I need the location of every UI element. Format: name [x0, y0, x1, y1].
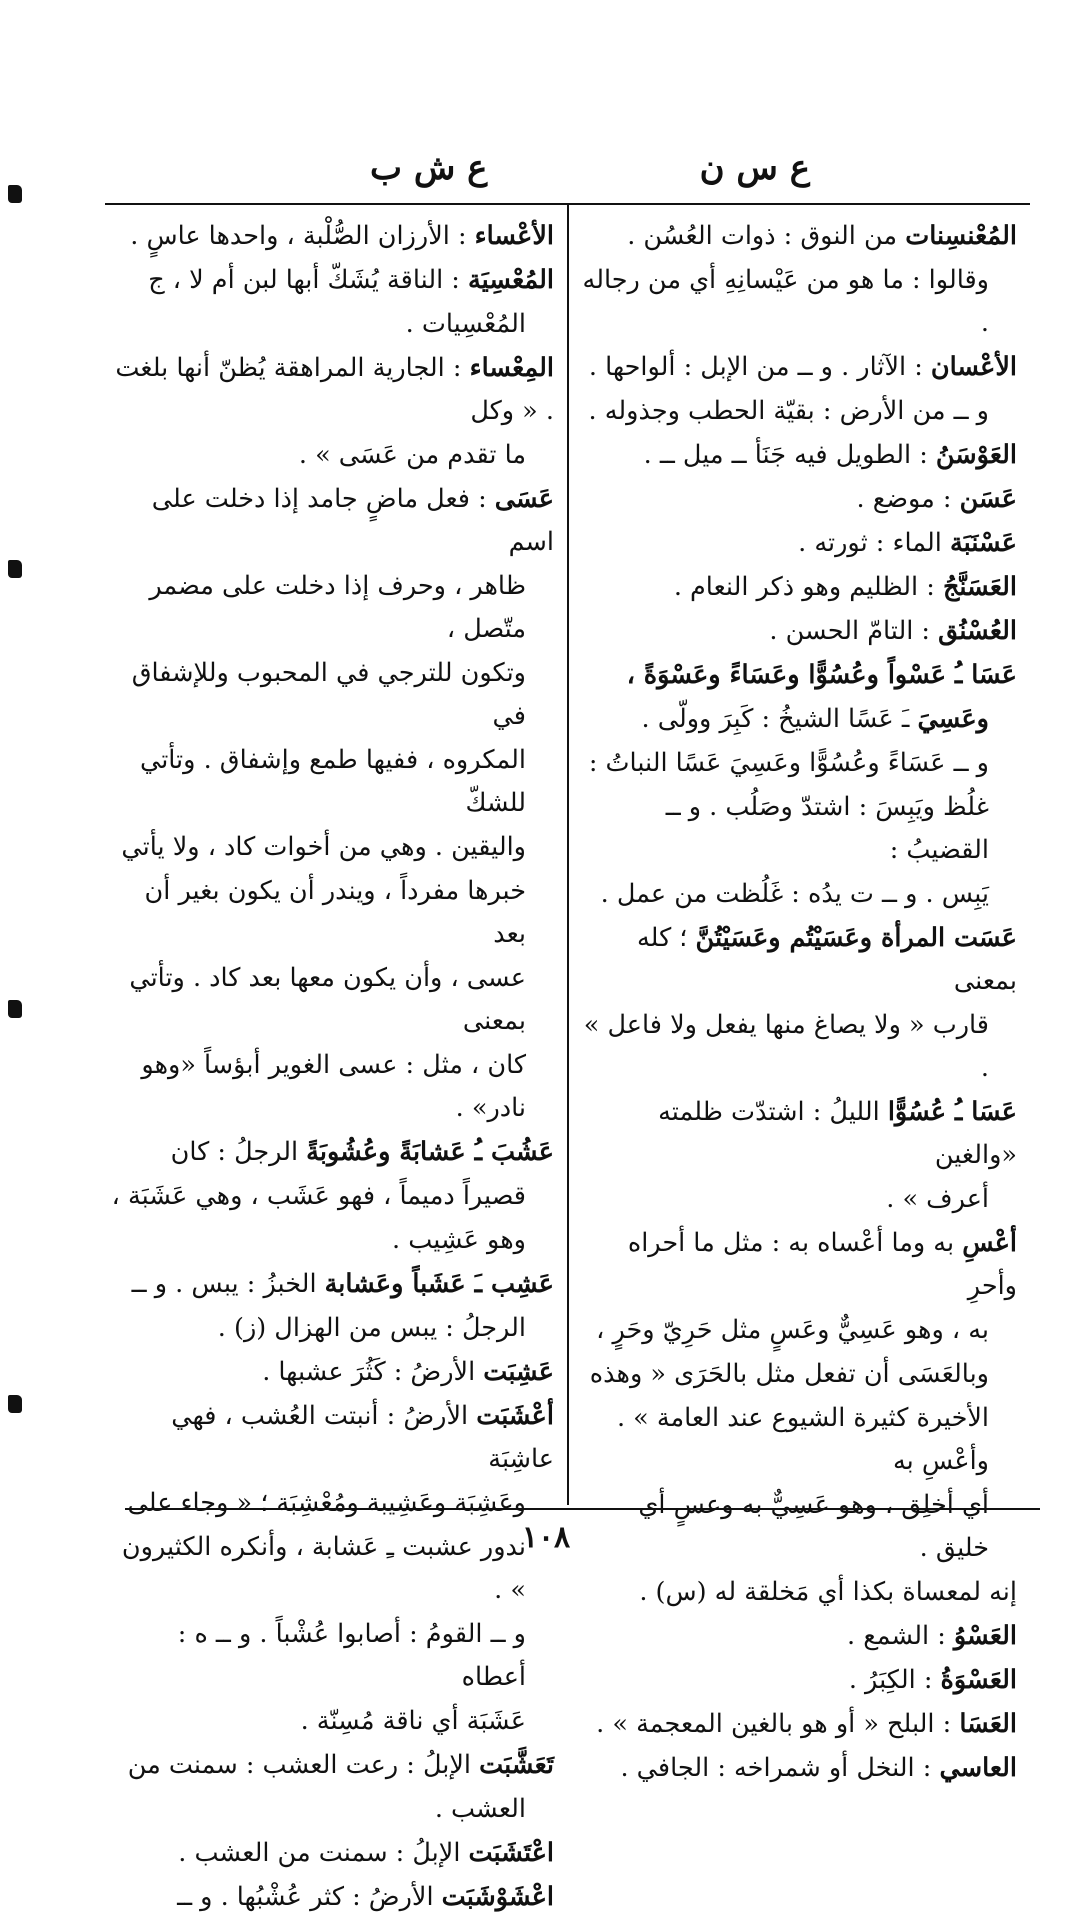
entry-definition: : فعل ماضٍ جامد إذا دخلت على اسم: [151, 484, 554, 557]
entry-definition: وهو عَشِيب .: [392, 1225, 526, 1255]
dictionary-entry-line: [582, 522, 1017, 565]
entry-definition: : الجارية المراهقة يُظنّ أنها بلغت . « وكل: [115, 353, 554, 426]
entry-definition: قارب « ولا يصاغ منها يفعل ولا فاعل » .: [583, 1010, 989, 1083]
dictionary-entry-line: [107, 347, 554, 433]
entry-definition: الأرضُ : كَثُرَ عشبها .: [262, 1357, 484, 1387]
entry-headword: عَسَا ـُ عَسْواً وعُسُوًّا وعَسَاءً وعَسْوَةً ،: [626, 660, 1017, 690]
entry-definition: : الناقة يُشَكّ أبها لبن أم لا ، ج: [148, 265, 468, 295]
entry-definition: الإبلُ : سمنت من العشب .: [178, 1838, 469, 1868]
entry-definition: وتكون للترجي في المحبوب وللإشفاق في: [131, 658, 526, 731]
entry-definition: الخبزُ : يبس . و ــ: [131, 1269, 325, 1299]
entry-definition: الرجلُ : يبس من الهزال (ز) .: [217, 1313, 526, 1343]
entry-headword: عَشِبَت: [483, 1357, 554, 1387]
page-header: [100, 140, 1020, 200]
entry-headword: العَسَا: [959, 1709, 1017, 1739]
entry-definition: : الآثار . و ــ من الإبل : ألواحها .: [588, 352, 931, 382]
entry-definition: الماء : ثورته .: [798, 528, 950, 558]
left-column: [107, 215, 554, 1920]
entry-definition: : الشمع .: [846, 1621, 954, 1651]
entry-definition: يَبِس . و ــ ت يدُه : غَلُظت من عمل .: [600, 879, 989, 909]
entry-headword: عَسَى: [494, 484, 554, 514]
entry-definition: الأخيرة كثيرة الشيوع عند العامة » . وأعْسِ به: [616, 1403, 989, 1476]
dictionary-entry-line: [107, 215, 554, 258]
entry-headword: أعْشَبَت: [476, 1401, 554, 1431]
entry-definition: الليلُ : اشتدّت ظلمته «والغين: [658, 1097, 1017, 1170]
entry-definition: و ــ من الأرض : بقيّة الحطب وجذوله .: [588, 396, 989, 426]
entry-definition: كان ، مثل : عسى الغوير أبؤساً «وهو نادر» .: [141, 1050, 526, 1123]
dictionary-entry-line: [107, 565, 554, 651]
entry-definition: عسى ، وأن يكون معها بعد كاد . وتأتي بمعنى: [129, 963, 526, 1036]
entry-definition: و ــ القومُ : أصابوا عُشْباً . و ــ ه : أعطاه: [177, 1619, 526, 1692]
margin-mark: [8, 1395, 22, 1413]
dictionary-entry-line: [107, 1175, 554, 1218]
entry-definition: وبالعَسَى أن تفعل مثل بالحَرَى « وهذه: [589, 1359, 989, 1389]
entry-definition: إنه لمعساة بكذا أي مَخلقة له (س) .: [639, 1577, 1017, 1607]
dictionary-entry-line: [107, 259, 554, 302]
dictionary-entry-line: [107, 1131, 554, 1174]
dictionary-entry-line: [582, 1703, 1017, 1746]
entry-definition: العشب .: [434, 1794, 526, 1824]
dictionary-entry-line: [107, 870, 554, 956]
column-divider: [567, 205, 569, 1505]
dictionary-entry-line: [107, 1307, 554, 1350]
dictionary-entry-line: [582, 434, 1017, 477]
dictionary-entry-line: [107, 1832, 554, 1875]
dictionary-entry-line: [107, 1700, 554, 1743]
dictionary-entry-line: [582, 1747, 1017, 1790]
dictionary-entry-line: [107, 1351, 554, 1394]
entry-definition: : الظليم وهو ذكر النعام .: [673, 572, 943, 602]
entry-definition: الإبلُ : رعت العشب : سمنت من: [127, 1750, 480, 1780]
dictionary-entry-line: [582, 742, 1017, 785]
entry-headword: العَسَنَّجُ: [942, 572, 1017, 602]
dictionary-entry-line: [582, 873, 1017, 916]
entry-definition: : البلح « أو هو بالغين المعجمة » .: [596, 1709, 960, 1739]
entry-definition: ؛ كله بمعنى: [636, 923, 1017, 996]
entry-definition: غلُظ ويَبِسَ : اشتدّ وصَلُب . و ــ القضيبُ :: [665, 792, 989, 865]
entry-headword: وعَسِيَ: [917, 704, 989, 734]
entry-headword: الأعْسان: [930, 352, 1017, 382]
dictionary-entry-line: [107, 1219, 554, 1262]
entry-headword: عَسَا ـُ عُسُوًّا: [887, 1097, 1017, 1127]
entry-definition: : التامّ الحسن .: [769, 616, 939, 646]
dictionary-entry-line: [107, 1876, 554, 1919]
dictionary-entry-line: [107, 1744, 554, 1787]
dictionary-entry-line: [582, 478, 1017, 521]
entry-definition: به ، وهو عَسِيٌّ وعَسٍ مثل حَرِيّ وحَرٍ ،: [596, 1315, 989, 1345]
entry-headword: عَشُبَ ـُ عَشابَةً وعُشُوبَةً: [306, 1137, 554, 1167]
entry-definition: أي أخلِق ، وهو عَسِيٌّ به وعسٍ أي خليق .: [638, 1490, 989, 1563]
entry-definition: الرجلُ : كان: [170, 1137, 307, 1167]
dictionary-entry-line: [107, 478, 554, 564]
entry-definition: أعرف » .: [886, 1184, 989, 1214]
dictionary-entry-line: [582, 786, 1017, 872]
dictionary-entry-line: [582, 1353, 1017, 1396]
entry-definition: ما تقدم من عَسَى » .: [298, 440, 526, 470]
entry-headword: عَسَن: [959, 484, 1017, 514]
entry-definition: قصيراً دميماً ، فهو عَشَب ، وهي عَشَبَة ،: [111, 1181, 526, 1211]
dictionary-entry-line: [107, 1482, 554, 1525]
entry-headword: اعْتَشَبَت: [468, 1838, 554, 1868]
dictionary-entry-line: [107, 1613, 554, 1699]
entry-definition: من النوق : ذوات العُسُن .: [627, 221, 906, 251]
entry-headword: العاسي: [939, 1753, 1017, 1783]
entry-headword: اعْشَوْشَبَت: [441, 1882, 554, 1912]
dictionary-entry-line: [582, 566, 1017, 609]
entry-headword: عَسْنَبَة: [949, 528, 1017, 558]
entry-headword: تَعَشَّبَت: [479, 1750, 554, 1780]
entry-definition: ـَ عَسًا الشيخُ : كَبِرَ وولّى .: [641, 704, 918, 734]
dictionary-entry-line: [582, 610, 1017, 653]
entry-definition: واليقين . وهي من أخوات كاد ، ولا يأتي: [121, 832, 526, 862]
entry-definition: : النخل أو شمراخه : الجافي .: [620, 1753, 940, 1783]
entry-headword: الأعْساء: [474, 221, 554, 251]
dictionary-entry-line: [107, 739, 554, 825]
entry-definition: المُعْسِيات .: [405, 309, 526, 339]
entry-definition: : موضع .: [856, 484, 960, 514]
dictionary-entry-line: [107, 826, 554, 869]
dictionary-entry-line: [107, 1788, 554, 1831]
dictionary-entry-line: [582, 1571, 1017, 1614]
dictionary-entry-line: [582, 1091, 1017, 1177]
entry-headword: عَشِب ـَ عَشَباً وعَشابة: [324, 1269, 554, 1299]
dictionary-entry-line: [582, 215, 1017, 258]
entry-headword: العَوْسَنُ: [935, 440, 1017, 470]
entry-headword: العَسْوُ: [953, 1621, 1017, 1651]
dictionary-entry-line: [582, 917, 1017, 1003]
entry-definition: به وما أعْساه به : مثل ما أحراه وأحرِ: [627, 1228, 1017, 1301]
entry-definition: الأرضُ : كثر عُشْبُها . و ــ: [177, 1882, 442, 1912]
entry-definition: خبرها مفرداً ، ويندر أن يكون بغير أن بعد: [144, 876, 526, 949]
dictionary-entry-line: [107, 1263, 554, 1306]
entry-headword: المُعْنسِنات: [905, 221, 1017, 251]
dictionary-entry-line: [107, 957, 554, 1043]
dictionary-entry-line: [582, 698, 1017, 741]
page-number: ١٠٨: [521, 1520, 571, 1555]
dictionary-entry-line: [582, 1397, 1017, 1483]
dictionary-entry-line: [582, 654, 1017, 697]
entry-definition: : الأرزان الصُّلْبة ، واحدها عاسٍ .: [130, 221, 475, 251]
dictionary-entry-line: [107, 1395, 554, 1481]
entry-headword: أعْسِ: [962, 1228, 1017, 1258]
entry-definition: عَشَبَة أي ناقة مُسِنّة .: [300, 1706, 526, 1736]
dictionary-entry-line: [582, 259, 1017, 345]
entry-definition: وعَشِبَة وعَشِيبة ومُعْشِبَة ؛ « وجاء على: [127, 1488, 526, 1518]
header-right-root: ع س ن: [699, 148, 810, 188]
dictionary-entry-line: [582, 1659, 1017, 1702]
dictionary-entry-line: [582, 1178, 1017, 1221]
entry-definition: ظاهر ، وحرف إذا دخلت على مضمر متّصل ،: [149, 571, 526, 644]
margin-mark: [8, 1000, 22, 1018]
entry-definition: : الطويل فيه جَنَأ ــ ميل ــ .: [643, 440, 936, 470]
entry-definition: : الكِبَرُ .: [848, 1665, 941, 1695]
header-left-root: ع ش ب: [370, 148, 488, 188]
dictionary-entry-line: [582, 1309, 1017, 1352]
entry-headword: المُعْسِيَة: [467, 265, 554, 295]
dictionary-entry-line: [107, 1044, 554, 1130]
dictionary-entry-line: [582, 346, 1017, 389]
dictionary-entry-line: [582, 1615, 1017, 1658]
dictionary-entry-line: [107, 434, 554, 477]
entry-headword: العُسْنُق: [938, 616, 1017, 646]
dictionary-entry-line: [107, 303, 554, 346]
entry-definition: وقالوا : ما هو من عَيْسانِهِ أي من رجاله .: [582, 265, 989, 338]
entry-definition: و ــ عَسَاءً وعُسُوًّا وعَسِيَ عَسًا النباتُ :: [588, 748, 989, 778]
dictionary-entry-line: [582, 390, 1017, 433]
dictionary-entry-line: [582, 1004, 1017, 1090]
entry-definition: الأرضُ : أنبتت العُشب ، فهي عاشِبَة: [171, 1401, 554, 1474]
margin-mark: [8, 560, 22, 578]
margin-mark: [8, 185, 22, 203]
entry-headword: المِعْساء: [469, 353, 554, 383]
entry-definition: المكروه ، ففيها طمع وإشفاق . وتأتي للشكّ: [139, 745, 526, 818]
dictionary-entry-line: [582, 1222, 1017, 1308]
entry-headword: عَسَت المرأة وعَسَيْتُم وعَسَيْتُنَّ: [695, 923, 1017, 953]
entry-headword: العَسْوَةُ: [940, 1665, 1017, 1695]
dictionary-entry-line: [107, 652, 554, 738]
entry-definition: ندور عشبت ـِ عَشابة ، وأنكره الكثيرون » .: [121, 1532, 526, 1605]
